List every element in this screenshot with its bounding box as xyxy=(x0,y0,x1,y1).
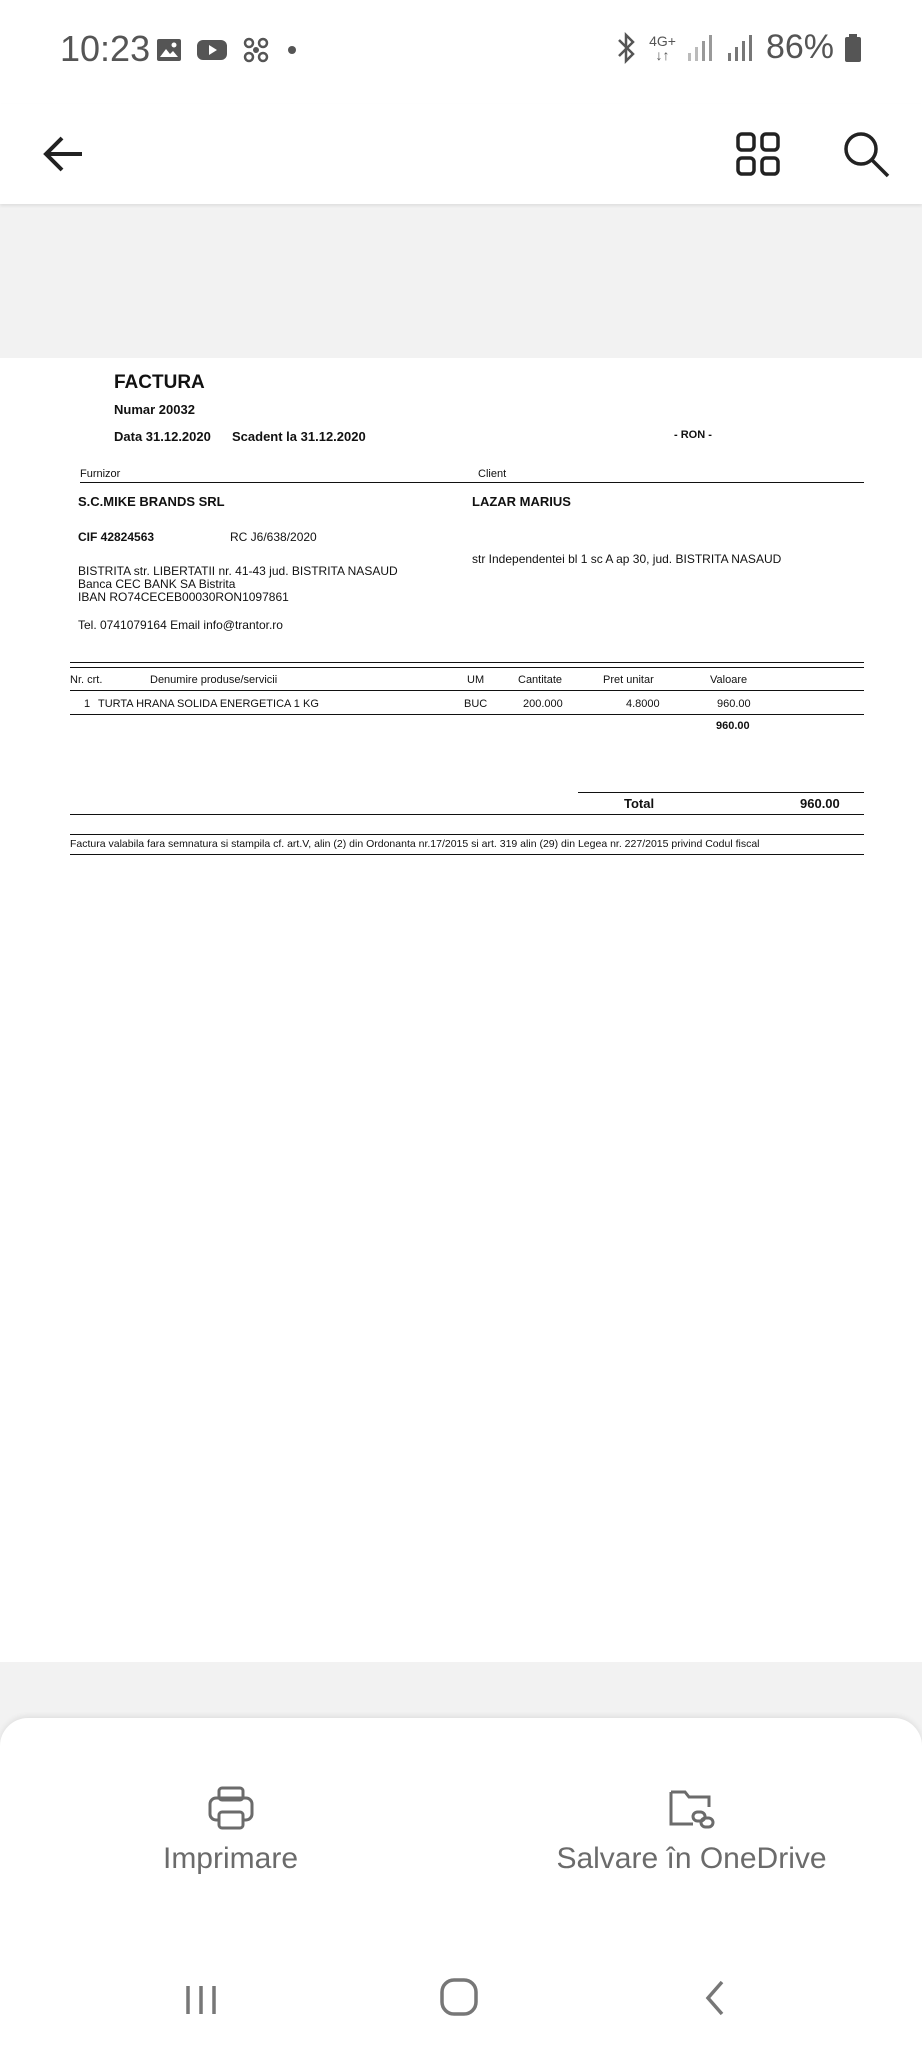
home-icon xyxy=(438,1976,482,2020)
arrow-left-icon xyxy=(38,122,102,186)
network-type: 4G+ ↓↑ xyxy=(649,32,676,63)
signal-icon xyxy=(686,33,716,63)
supplier-name: S.C.MIKE BRANDS SRL xyxy=(78,494,225,509)
invoice-title: FACTURA xyxy=(114,372,205,393)
col-price: Pret unitar xyxy=(603,674,654,686)
client-name: LAZAR MARIUS xyxy=(472,494,571,509)
row-price: 4.8000 xyxy=(626,698,660,710)
search-icon xyxy=(834,122,898,186)
total-value: 960.00 xyxy=(800,796,840,811)
invoice-due-date: Scadent la 31.12.2020 xyxy=(232,429,366,444)
battery-icon xyxy=(844,33,862,63)
chevron-left-icon xyxy=(700,1978,734,2018)
invoice-currency: - RON - xyxy=(674,429,712,441)
row-nr: 1 xyxy=(84,698,91,710)
nav-back-button[interactable] xyxy=(700,1978,734,2018)
grid-icon xyxy=(726,122,790,186)
invoice-date: Data 31.12.2020 xyxy=(114,429,211,444)
supplier-label: Furnizor xyxy=(80,468,121,480)
total-block xyxy=(70,792,864,824)
supplier-bank-line: Banca CEC BANK SA Bistrita xyxy=(78,577,236,591)
col-um: UM xyxy=(467,674,485,686)
battery-percent: 86% xyxy=(765,28,834,66)
supplier-rc: RC J6/638/2020 xyxy=(230,530,317,544)
table-top-rule xyxy=(70,662,864,668)
total-bottom-divider xyxy=(70,814,864,815)
folder-link-icon xyxy=(666,1782,718,1834)
home-button[interactable] xyxy=(438,1976,482,2020)
party-labels xyxy=(80,466,864,483)
print-button[interactable] xyxy=(0,1782,461,1876)
supplier-cif: CIF 42824563 xyxy=(78,530,155,544)
total-label: Total xyxy=(624,796,655,811)
bluetooth-icon xyxy=(613,30,639,66)
recents-button[interactable] xyxy=(180,1980,224,2020)
printer-icon xyxy=(205,1782,257,1834)
app-bar xyxy=(0,104,922,204)
invoice-number: Numar 20032 xyxy=(114,402,195,417)
client-address: str Independentei bl 1 sc A ap 30, jud. BISTRITA NASAUD xyxy=(472,552,782,566)
row-um: BUC xyxy=(464,698,488,710)
col-name: Denumire produse/servicii xyxy=(150,674,278,686)
status-bar xyxy=(0,0,922,104)
supplier-address xyxy=(78,565,398,604)
supplier-address-line: BISTRITA str. LIBERTATII nr. 41-43 jud. BISTRITA NASAUD xyxy=(78,564,398,578)
youtube-icon xyxy=(196,38,228,62)
total-divider xyxy=(578,792,864,793)
row-value: 960.00 xyxy=(717,698,751,710)
back-button[interactable] xyxy=(38,122,102,186)
onedrive-label: Salvare în OneDrive xyxy=(556,1842,827,1875)
table-header xyxy=(70,672,864,691)
pdf-page[interactable] xyxy=(0,358,922,1662)
client-label: Client xyxy=(478,468,507,480)
save-onedrive-button[interactable] xyxy=(461,1782,922,1876)
col-nr: Nr. crt. xyxy=(70,674,103,686)
notification-icons xyxy=(156,36,300,64)
row-qty: 200.000 xyxy=(523,698,563,710)
image-icon xyxy=(156,38,182,62)
fan-icon xyxy=(242,36,270,64)
print-label: Imprimare xyxy=(162,1842,298,1875)
status-time: 10:23 xyxy=(60,28,151,69)
signal-icon-2 xyxy=(726,33,756,63)
grid-view-button[interactable] xyxy=(726,122,790,186)
recents-icon xyxy=(180,1980,224,2020)
search-button[interactable] xyxy=(834,122,898,186)
row-name: TURTA HRANA SOLIDA ENERGETICA 1 KG xyxy=(98,698,319,710)
col-qty: Cantitate xyxy=(518,674,563,686)
system-icons xyxy=(613,28,862,67)
col-value: Valoare xyxy=(710,674,748,686)
invoice-footer-note: Factura valabila fara semnatura si stampila cf. art.V, alin (2) din Ordonanta nr.17/2015 si art. 319 alin (29) din Legea nr. 227/2015 privind Codul fiscal xyxy=(70,834,864,855)
supplier-contact: Tel. 0741079164 Email info@trantor.ro xyxy=(78,618,283,632)
system-nav-bar xyxy=(0,1944,922,2048)
subtotal-value: 960.00 xyxy=(716,720,750,732)
supplier-iban-line: IBAN RO74CECEB00030RON1097861 xyxy=(78,590,289,604)
table-row xyxy=(70,694,864,715)
dot-icon xyxy=(284,38,300,62)
